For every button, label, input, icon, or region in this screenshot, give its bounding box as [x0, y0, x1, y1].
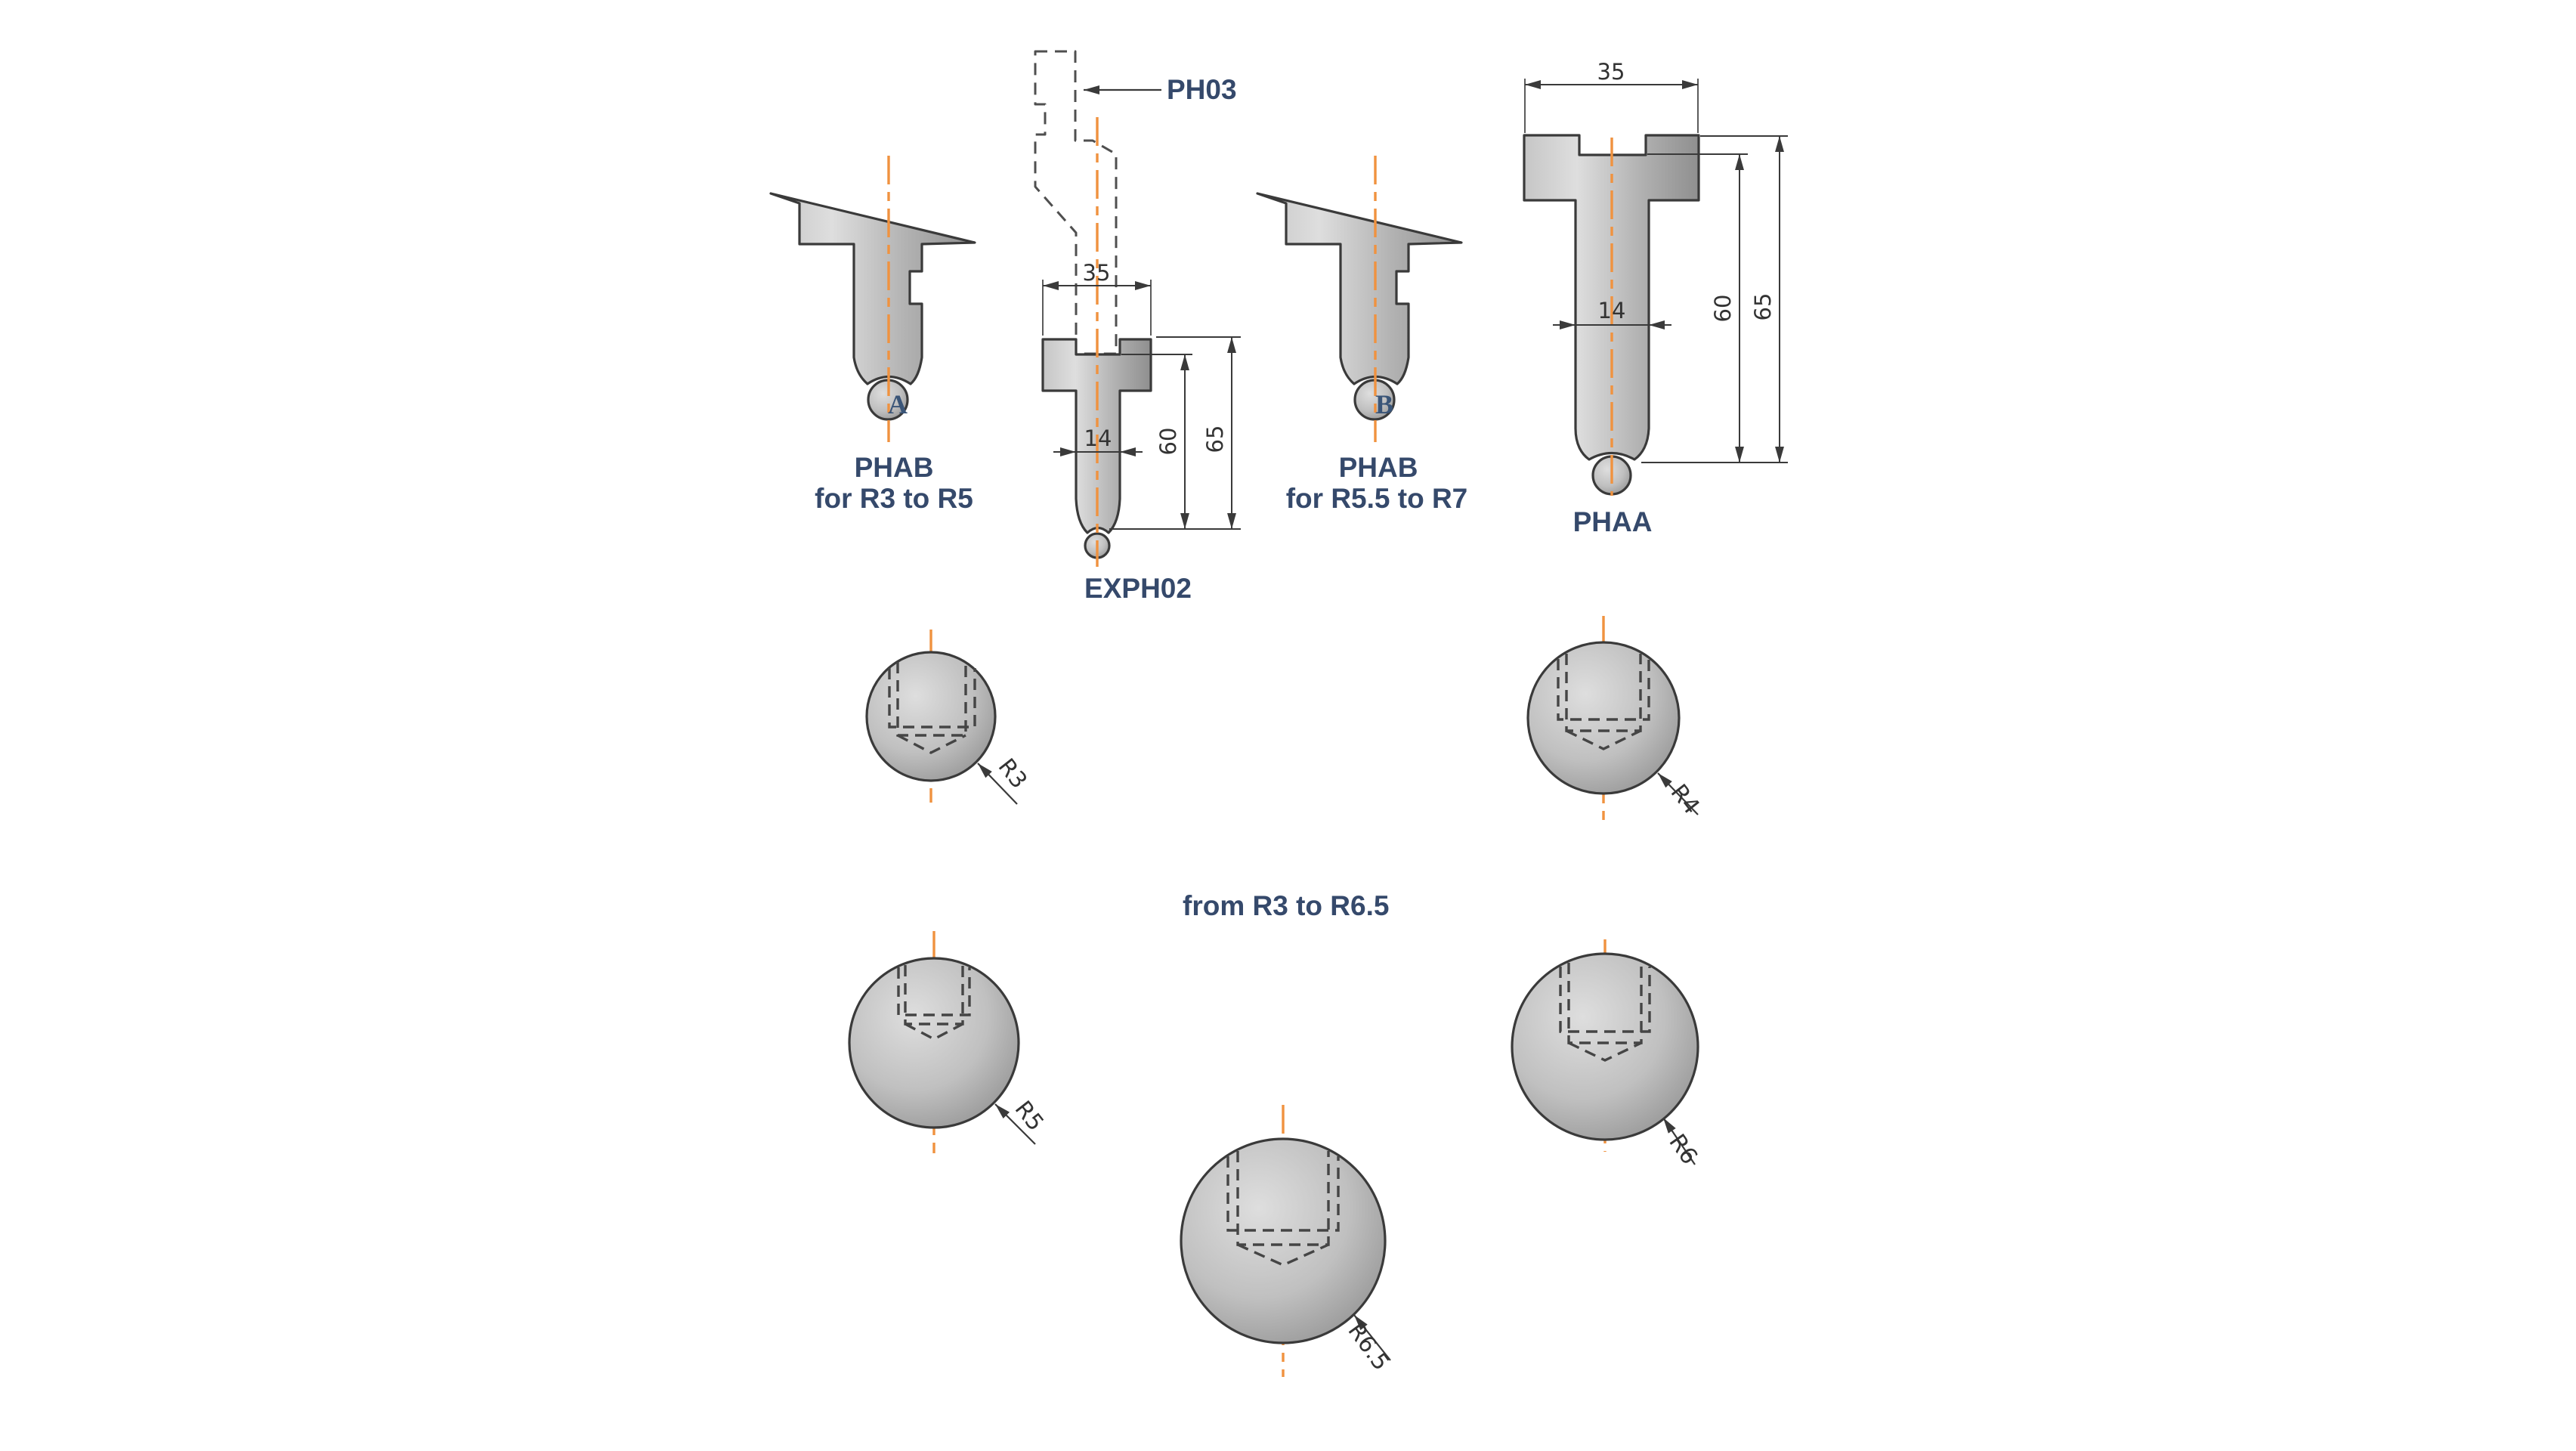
r6-ball — [1512, 954, 1698, 1140]
exph02-dim-total-height: 65 — [1202, 425, 1228, 453]
r65-label: R6.5 — [1342, 1318, 1395, 1376]
phaa-dim-inner-height: 60 — [1710, 294, 1736, 323]
phab-r3-r5-caption-line1: PHAB — [854, 452, 934, 483]
radius-ball-r6 — [1512, 939, 1702, 1169]
phab-r55-r7-caption-line1: PHAB — [1338, 452, 1418, 483]
phab-r3-r5-body — [771, 193, 975, 384]
r4-ball — [1528, 642, 1679, 794]
radius-ball-r3 — [867, 630, 1032, 804]
phab-r3-r5-tip-mark: A — [888, 389, 908, 419]
punch-phaa — [1524, 59, 1788, 537]
phaa-dim-total-height: 65 — [1750, 292, 1776, 321]
r6-label: R6 — [1663, 1129, 1703, 1170]
punch-ph03-ghost — [1035, 51, 1237, 354]
radius-range-note: from R3 to R6.5 — [1183, 890, 1390, 921]
phab-r55-r7-body — [1257, 193, 1461, 384]
exph02-dim-inner-height: 60 — [1155, 427, 1181, 456]
exph02-caption: EXPH02 — [1084, 573, 1192, 604]
r65-ball — [1181, 1139, 1385, 1343]
ph03-dashed-outline — [1035, 51, 1116, 354]
punch-exph02 — [1043, 117, 1241, 604]
phab-r3-r5-caption-line2: for R3 to R5 — [815, 483, 973, 514]
r3-label: R3 — [992, 753, 1032, 794]
punch-phab-r55-r7 — [1257, 156, 1467, 514]
radius-ball-r65 — [1181, 1105, 1394, 1377]
phaa-dim-top-width: 35 — [1597, 59, 1625, 85]
exph02-dim-top-width: 35 — [1082, 260, 1111, 286]
radius-ball-r4 — [1528, 616, 1705, 820]
r5-ball — [849, 958, 1019, 1128]
punch-phab-r3-r5 — [771, 156, 975, 514]
exph02-dim-shaft-width: 14 — [1084, 425, 1112, 451]
phab-r55-r7-caption-line2: for R5.5 to R7 — [1285, 483, 1468, 514]
phab-r55-r7-tip-mark: B — [1375, 389, 1394, 419]
ph03-caption: PH03 — [1167, 74, 1237, 105]
r4-label: R4 — [1665, 779, 1705, 820]
radius-ball-r5 — [849, 931, 1049, 1153]
phaa-caption: PHAA — [1573, 506, 1653, 537]
phaa-dim-shaft-width: 14 — [1597, 298, 1626, 323]
r5-label: R5 — [1009, 1096, 1049, 1137]
